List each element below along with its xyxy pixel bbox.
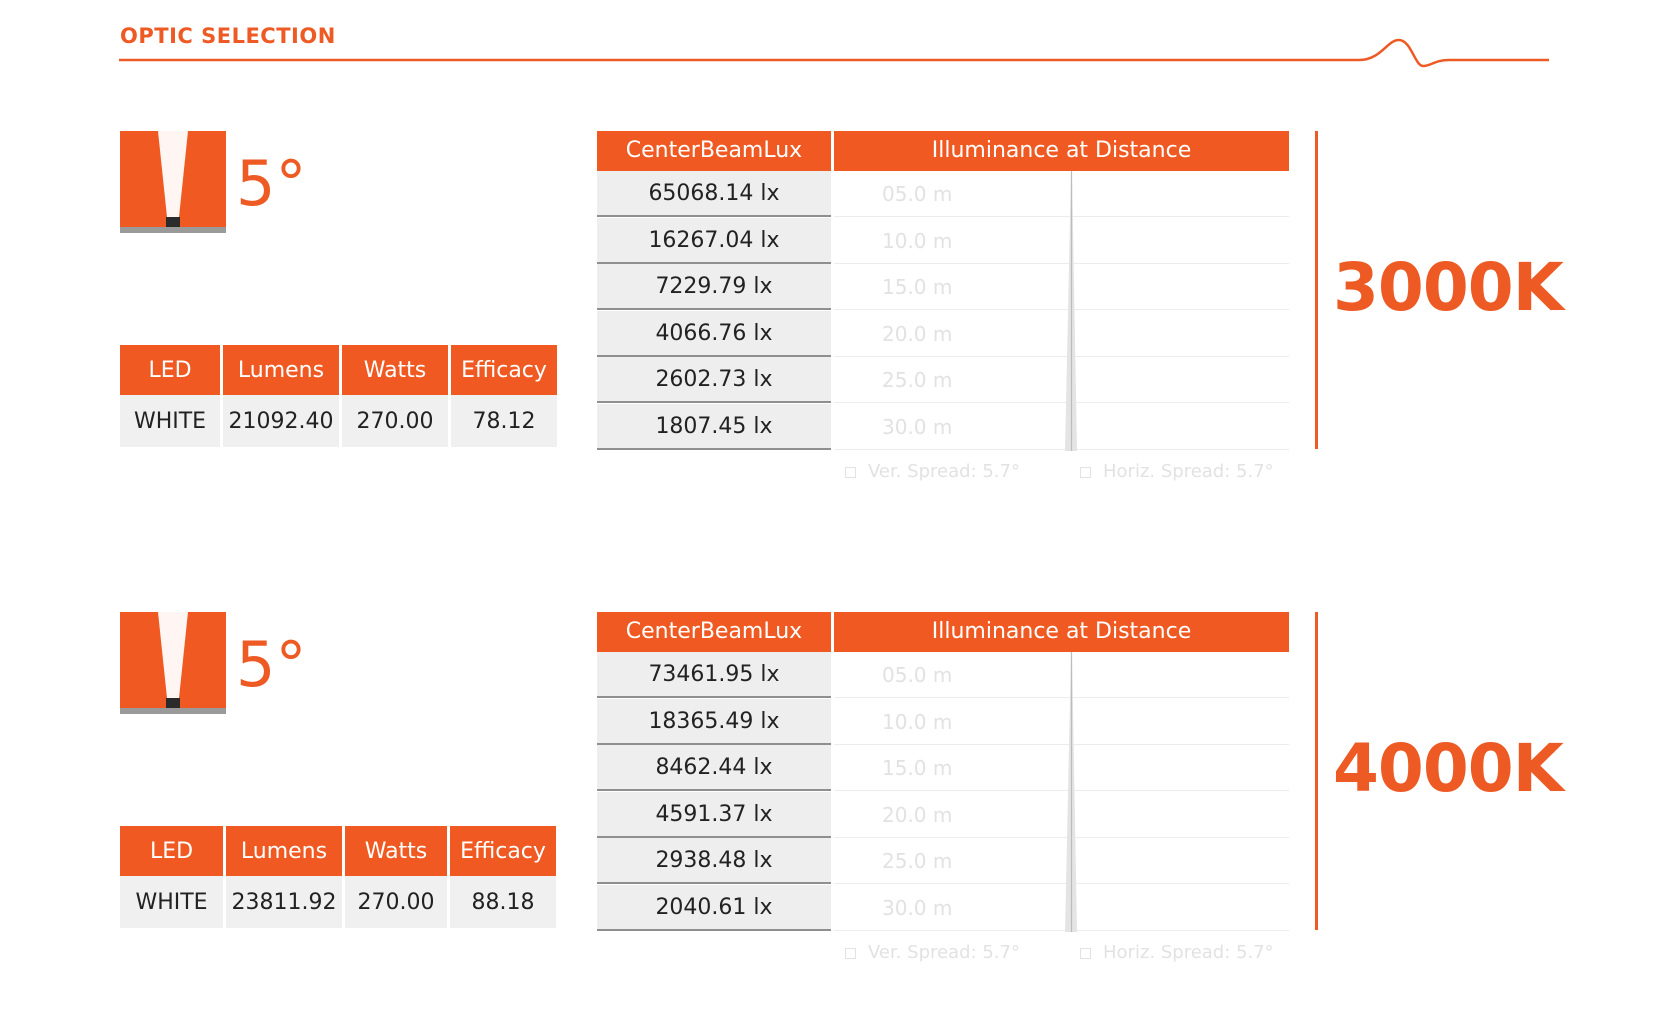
spec-table [117, 826, 559, 928]
spec-header-lumens: Lumens [226, 826, 342, 876]
distance-label: 25.0 m [882, 368, 953, 392]
lux-header-illuminance: Illuminance at Distance [834, 131, 1289, 171]
lux-table-header [597, 612, 1289, 652]
distance-cell [834, 357, 1289, 403]
lux-value: 7229.79 lx [597, 264, 831, 310]
lux-table-header [597, 131, 1289, 171]
color-temperature: 4000K [1333, 730, 1563, 807]
lux-value: 2040.61 lx [597, 885, 831, 931]
legend-square-icon [845, 467, 856, 478]
lux-row [597, 745, 1289, 792]
spec-value-row [120, 395, 557, 447]
lux-row [597, 264, 1289, 311]
spec-value-efficacy: 78.12 [451, 395, 557, 447]
spec-header-lumens: Lumens [223, 345, 339, 395]
legend-vertical [845, 942, 1020, 963]
beam-angle: 5° [236, 147, 307, 220]
distance-cell [834, 885, 1289, 931]
distance-cell [834, 218, 1289, 264]
lux-value: 18365.49 lx [597, 699, 831, 745]
lux-header-illuminance: Illuminance at Distance [834, 612, 1289, 652]
spec-table [117, 345, 560, 447]
distance-cell [834, 792, 1289, 838]
legend-horizontal [1080, 461, 1274, 482]
spec-header-row [120, 345, 557, 395]
lux-value: 2602.73 lx [597, 357, 831, 403]
page-title: OPTIC SELECTION [120, 24, 336, 48]
legend-vertical-label: Ver. Spread: 5.7° [868, 942, 1020, 963]
section-divider [1315, 131, 1318, 449]
spec-value-watts: 270.00 [342, 395, 448, 447]
distance-cell [834, 264, 1289, 310]
legend-horizontal [1080, 942, 1274, 963]
lux-row [597, 311, 1289, 358]
distance-label: 05.0 m [882, 663, 953, 687]
beam-angle: 5° [236, 628, 307, 701]
beam-spread-graphic [1063, 171, 1079, 451]
section-divider [1315, 612, 1318, 930]
lux-header-centerbeam: CenterBeamLux [597, 612, 831, 652]
legend-square-icon [1080, 948, 1091, 959]
spec-value-watts: 270.00 [345, 876, 447, 928]
distance-label: 15.0 m [882, 756, 953, 780]
legend-horizontal-label: Horiz. Spread: 5.7° [1103, 461, 1274, 482]
distance-label: 15.0 m [882, 275, 953, 299]
optic-section-3000k [0, 131, 1654, 551]
lux-value: 4591.37 lx [597, 792, 831, 838]
spec-header-watts: Watts [342, 345, 448, 395]
legend-vertical-label: Ver. Spread: 5.7° [868, 461, 1020, 482]
lux-table-body [597, 652, 1289, 931]
distance-cell [834, 838, 1289, 884]
spec-value-efficacy: 88.18 [450, 876, 556, 928]
distance-label: 10.0 m [882, 709, 953, 734]
distance-label: 25.0 m [882, 849, 953, 873]
distance-cell [834, 652, 1289, 698]
beam-optic-icon [120, 612, 226, 714]
lux-value: 1807.45 lx [597, 404, 831, 450]
distance-cell [834, 745, 1289, 791]
lux-header-centerbeam: CenterBeamLux [597, 131, 831, 171]
distance-cell [834, 311, 1289, 357]
lux-row [597, 792, 1289, 839]
beam-spread-graphic [1063, 652, 1079, 932]
spec-value-led: WHITE [120, 876, 223, 928]
lux-value: 4066.76 lx [597, 311, 831, 357]
lux-row [597, 699, 1289, 746]
lux-row [597, 885, 1289, 932]
spec-header-led: LED [120, 826, 223, 876]
spec-value-row [120, 876, 556, 928]
lux-value: 2938.48 lx [597, 838, 831, 884]
distance-label: 20.0 m [882, 321, 953, 346]
legend-horizontal-label: Horiz. Spread: 5.7° [1103, 942, 1274, 963]
lux-row [597, 357, 1289, 404]
distance-cell [834, 171, 1289, 217]
lux-row [597, 404, 1289, 451]
spec-value-lumens: 23811.92 [226, 876, 342, 928]
lux-value: 65068.14 lx [597, 171, 831, 217]
lux-row [597, 652, 1289, 699]
legend-vertical [845, 461, 1020, 482]
lux-value: 73461.95 lx [597, 652, 831, 698]
distance-cell [834, 404, 1289, 450]
distance-label: 30.0 m [882, 414, 953, 439]
lux-value: 8462.44 lx [597, 745, 831, 791]
lux-row [597, 218, 1289, 265]
optic-section-4000k [0, 612, 1654, 1032]
distance-label: 05.0 m [882, 182, 953, 206]
lux-value: 16267.04 lx [597, 218, 831, 264]
spec-header-efficacy: Efficacy [450, 826, 556, 876]
beam-optic-icon [120, 131, 226, 233]
spec-value-led: WHITE [120, 395, 220, 447]
distance-label: 20.0 m [882, 802, 953, 827]
distance-label: 10.0 m [882, 228, 953, 253]
spec-header-efficacy: Efficacy [451, 345, 557, 395]
spec-header-led: LED [120, 345, 220, 395]
spec-value-lumens: 21092.40 [223, 395, 339, 447]
spec-header-row [120, 826, 556, 876]
color-temperature: 3000K [1333, 249, 1563, 326]
legend-square-icon [845, 948, 856, 959]
spec-header-watts: Watts [345, 826, 447, 876]
legend-square-icon [1080, 467, 1091, 478]
distance-label: 30.0 m [882, 895, 953, 920]
lux-row [597, 171, 1289, 218]
distance-cell [834, 699, 1289, 745]
lux-row [597, 838, 1289, 885]
lux-table-body [597, 171, 1289, 450]
header-wave-line [119, 36, 1549, 76]
